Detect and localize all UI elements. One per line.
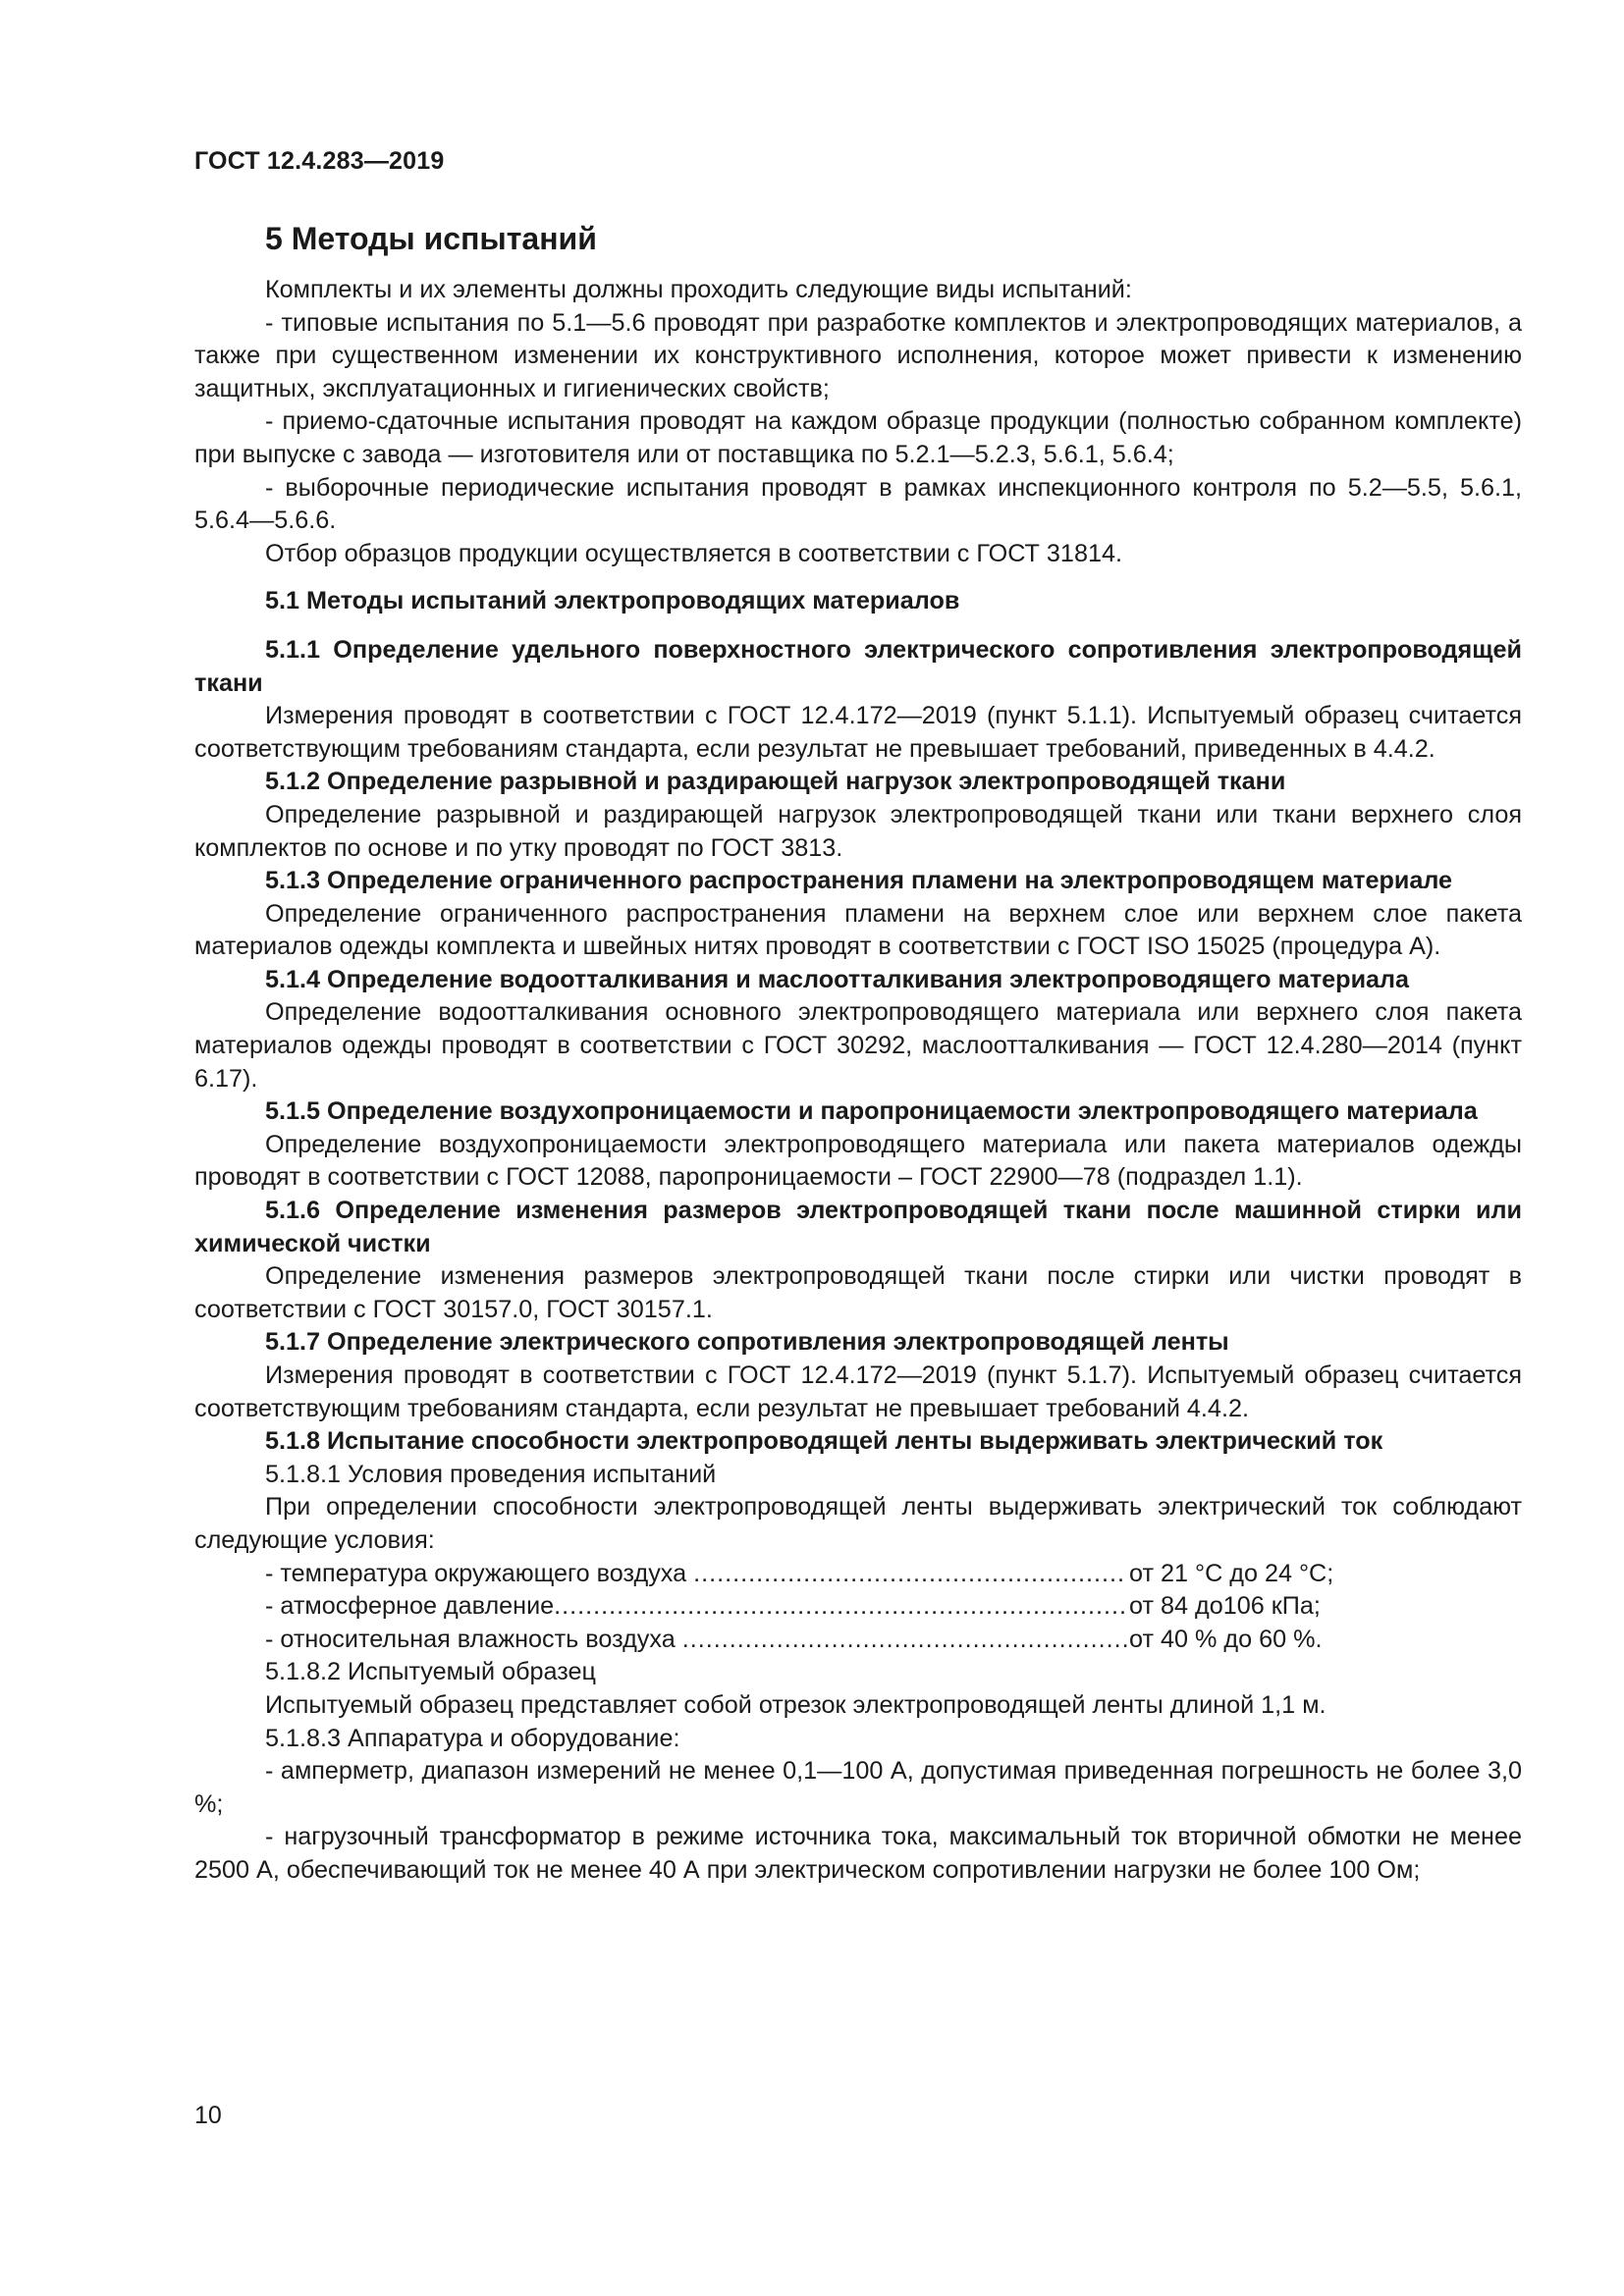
condition-value: от 40 % до 60 %. xyxy=(1129,1625,1323,1653)
clause-heading: 5.1.1 Определение удельного поверхностного электрического сопротивления электропроводящей ткани xyxy=(194,635,1522,697)
section-intro-paragraph: Комплекты и их элементы должны проходить следующие виды испытаний: xyxy=(265,276,1132,303)
condition-row xyxy=(194,1558,1522,1591)
clause-text: Измерения проводят в соответствии с ГОСТ 12.4.172—2019 (пункт 5.1.7). Испытуемый образец считается соответствующим требованиям стандарта, если результат не превышает требований 4.4.2. xyxy=(194,1362,1522,1422)
condition-row xyxy=(194,1590,1522,1624)
leader-dots xyxy=(693,1558,1127,1591)
clause-heading: 5.1.4 Определение водоотталкивания и маслоотталкивания электропроводящего материала xyxy=(265,965,1410,993)
section-title: 5 Методы испытаний xyxy=(265,221,597,256)
clause-text: Испытуемый образец представляет собой отрезок электропроводящей ленты длиной 1,1 м. xyxy=(265,1690,1326,1719)
clause-heading: 5.1.3 Определение ограниченного распространения пламени на электропроводящем материале xyxy=(265,867,1453,895)
section-intro-paragraph: - типовые испытания по 5.1—5.6 проводят при разработке комплектов и электропроводящих материалов, а также при существенном изменении их конструктивного исполнения, которое может привести к изменению защитных, эксплуатационных и гигиенических свойств; xyxy=(194,308,1522,402)
page-number: 10 xyxy=(194,2102,222,2129)
condition-label: - атмосферное давление xyxy=(265,1592,555,1621)
condition-row xyxy=(194,1624,1522,1657)
section-intro-paragraph: - выборочные периодические испытания проводят в рамках инспекционного контроля по 5.2—5.5, 5.6.1, 5.6.4—5.6.6. xyxy=(194,473,1522,535)
page-content xyxy=(194,217,1522,1888)
clause-text: Определение изменения размеров электропроводящей ткани после стирки или чистки проводят в соответствии с ГОСТ 30157.0, ГОСТ 30157.1. xyxy=(194,1262,1522,1323)
condition-label: - температура окружающего воздуха xyxy=(265,1559,694,1587)
condition-value: от 21 °С до 24 °С; xyxy=(1129,1559,1334,1587)
subclause-title: 5.1.8.3 Аппаратура и оборудование: xyxy=(265,1724,680,1752)
leader-dots xyxy=(554,1590,1127,1624)
clause-text: При определении способности электропроводящей ленты выдерживать электрический ток соблюдают следующие условия: xyxy=(194,1493,1522,1554)
section-intro-paragraph: - приемо-сдаточные испытания проводят на каждом образце продукции (полностью собранном комплекте) при выпуске с завода — изготовителя или от поставщика по 5.2.1—5.2.3, 5.6.1, 5.6.4; xyxy=(194,407,1522,468)
clause-text: Определение разрывной и раздирающей нагрузок электропроводящей ткани или ткани верхнего слоя комплектов по основе и по утку проводят по ГОСТ 3813. xyxy=(194,800,1522,862)
equipment-item: - нагрузочный трансформатор в режиме источника тока, максимальный ток вторичной обмотки не менее 2500 А, обеспечивающий ток не менее 40 А при электрическом сопротивлении нагрузки не более 100 Ом; xyxy=(194,1823,1522,1884)
subsection-title: 5.1 Методы испытаний электропроводящих материалов xyxy=(265,587,960,615)
clause-text: Определение воздухопроницаемости электропроводящего материала или пакета материалов одежды проводят в соответствии с ГОСТ 12088, паропроницаемости – ГОСТ 22900—78 (подраздел 1.1). xyxy=(194,1130,1522,1192)
clause-heading: 5.1.6 Определение изменения размеров электропроводящей ткани после машинной стирки или химической чистки xyxy=(194,1197,1522,1257)
condition-label: - относительная влажность воздуха xyxy=(265,1625,682,1653)
clause-heading: 5.1.7 Определение электрического сопротивления электропроводящей ленты xyxy=(265,1328,1229,1357)
subclause-title: 5.1.8.1 Условия проведения испытаний xyxy=(265,1460,717,1488)
section-intro-paragraph: Отбор образцов продукции осуществляется в соответствии с ГОСТ 31814. xyxy=(265,539,1122,567)
clause-text: Измерения проводят в соответствии с ГОСТ 12.4.172—2019 (пункт 5.1.1). Испытуемый образец считается соответствующим требованиям стандарта, если результат не превышает требований, приведенных в 4.4.2. xyxy=(194,702,1522,763)
clause-text: Определение водоотталкивания основного электропроводящего материала или верхнего слоя пакета материалов одежды проводят в соответствии с ГОСТ 30292, маслоотталкивания — ГОСТ 12.4.280—2014 (пункт 6.17). xyxy=(194,998,1522,1093)
leader-dots xyxy=(682,1624,1127,1657)
clause-heading: 5.1.5 Определение воздухопроницаемости и паропроницаемости электропроводящего материала xyxy=(265,1097,1478,1126)
clause-heading: 5.1.2 Определение разрывной и раздирающей нагрузок электропроводящей ткани xyxy=(265,768,1286,796)
condition-value: от 84 до106 кПа; xyxy=(1129,1592,1321,1621)
document-code-header: ГОСТ 12.4.283—2019 xyxy=(194,147,445,175)
clause-heading: 5.1.8 Испытание способности электропроводящей ленты выдерживать электрический ток xyxy=(265,1427,1383,1456)
subclause-title: 5.1.8.2 Испытуемый образец xyxy=(265,1658,596,1686)
clause-text: Определение ограниченного распространения пламени на верхнем слое или верхнем слое пакета материалов одежды комплекта и швейных нитях проводят в соответствии с ГОСТ ISO 15025 (процедура А). xyxy=(194,899,1522,961)
equipment-item: - амперметр, диапазон измерений не менее 0,1—100 А, допустимая приведенная погрешность не более 3,0 %; xyxy=(194,1757,1522,1818)
